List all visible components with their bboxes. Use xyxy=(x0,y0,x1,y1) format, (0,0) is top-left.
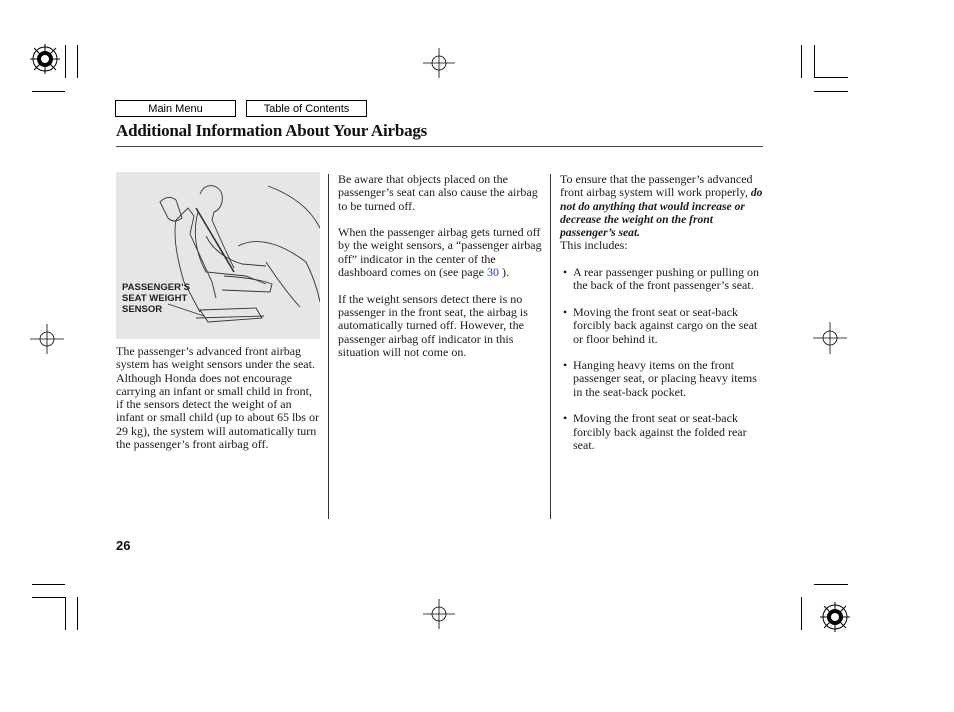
column-2 xyxy=(338,173,544,372)
list-item: • A rear passenger pushing or pulling on the back of the front passenger’s seat. xyxy=(560,266,766,293)
paragraph: The passenger’s advanced front airbag system has weight sensors under the seat. Although Honda does not encourage carrying an infant or small child in front, if the sensors detect the weight of an infant or small child (up to about 65 lbs or 29 kg), the system will automatically turn the passenger’s front airbag off. xyxy=(116,344,319,452)
registration-target-bottom-right-icon xyxy=(820,602,850,632)
page-title: Additional Information About Your Airbags xyxy=(116,121,428,140)
seat-weight-sensor-illustration xyxy=(116,172,320,339)
crosshair-top-icon xyxy=(423,48,455,78)
paragraph: To ensure that the passenger’s advanced front airbag system will work properly, do not do anything that would increase or decrease the weight on the front passenger’s seat. This includes: xyxy=(560,172,763,253)
paragraph: If the weight sensors detect there is no passenger in the front seat, the airbag is automatically turned off. However, the passenger airbag off indicator in this situation will not come on. xyxy=(338,291,528,359)
crosshair-left-icon xyxy=(30,324,64,354)
list-item: • Moving the front seat or seat-back forcibly back against the folded rear seat. xyxy=(560,412,766,452)
column-1 xyxy=(116,345,322,465)
list-item: • Hanging heavy items on the front passenger seat, or placing heavy items in the seat-back pocket. xyxy=(560,359,766,399)
main-menu-button[interactable]: Main Menu xyxy=(115,100,236,117)
crosshair-right-icon xyxy=(813,322,847,354)
list-item: • Moving the front seat or seat-back forcibly back against cargo on the seat or floor behind it. xyxy=(560,306,766,346)
title-divider xyxy=(116,146,763,147)
sensor-label: PASSENGER’S SEAT WEIGHT SENSOR xyxy=(122,282,190,315)
paragraph: Be aware that objects placed on the passenger’s seat can also cause the airbag to be turned off. xyxy=(338,172,538,213)
column-divider-2 xyxy=(550,174,551,519)
crosshair-bottom-icon xyxy=(423,599,455,629)
bullet-list xyxy=(560,266,766,452)
warning-emphasis: do not do anything that would increase or decrease the weight on the front passenger’s seat. xyxy=(560,186,763,240)
registration-target-top-left-icon xyxy=(30,44,60,74)
page-30-link[interactable]: 30 xyxy=(486,265,499,280)
column-3 xyxy=(560,173,766,466)
table-of-contents-button[interactable]: Table of Contents xyxy=(246,100,367,117)
page-number: 26 xyxy=(116,538,131,553)
paragraph: When the passenger airbag gets turned off by the weight sensors, a “passenger airbag off” indicator in the center of the dashboard comes on (see page 30 ). xyxy=(338,225,542,280)
column-divider-1 xyxy=(328,174,329,519)
